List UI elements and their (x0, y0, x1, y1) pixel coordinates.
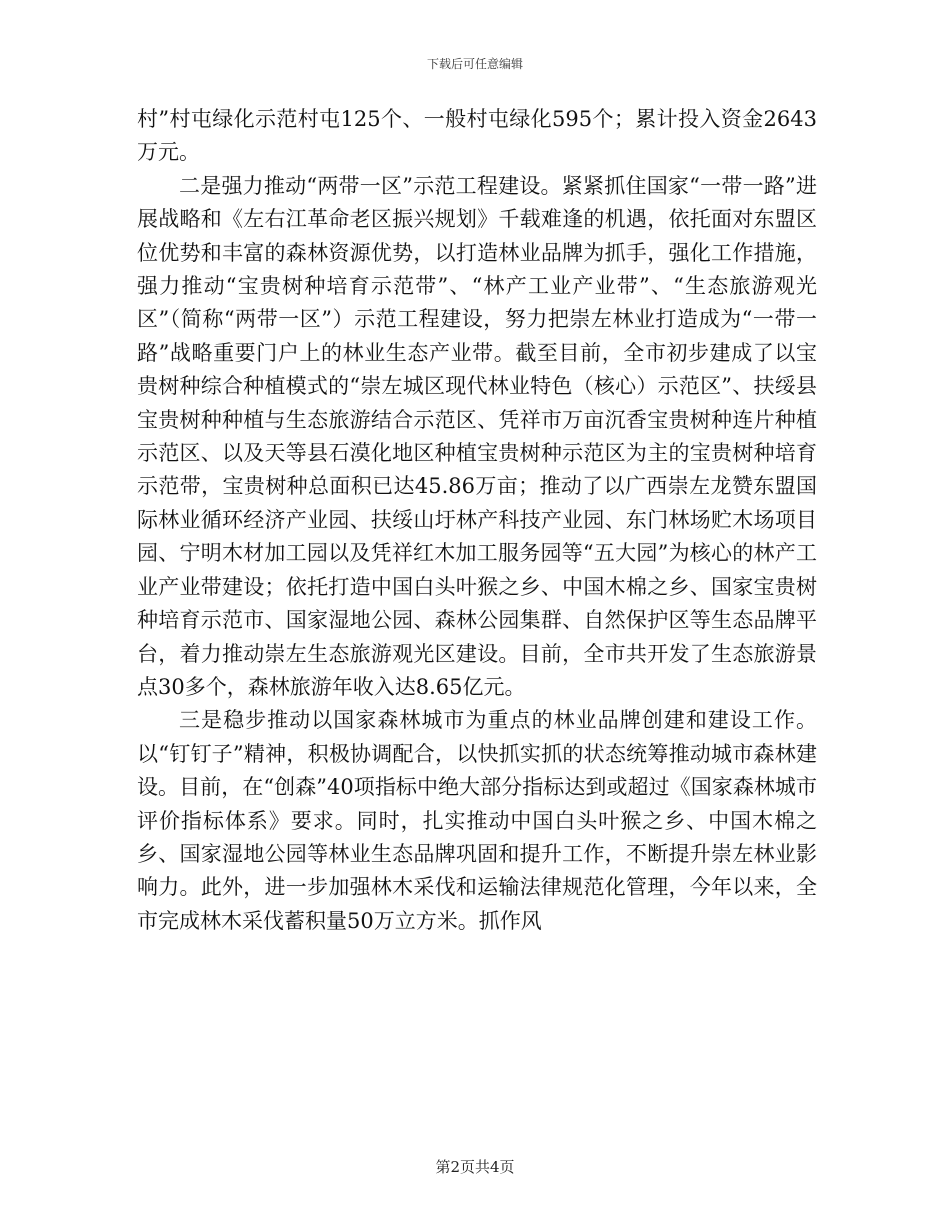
paragraph-forest-city: 三是稳步推动以国家森林城市为重点的林业品牌创建和建设工作。以“钉钉子”精神，积极协调配合，以快抓实抓的状态统筹推动城市森林建设。目前，在“创森”40项指标中绝大部分指标达到或超过《国家森林城市评价指标体系》要求。同时，扎实推动中国白头叶猴之乡、中国木棉之乡、国家湿地公园等林业生态品牌巩固和提升工作，不断提升崇左林业影响力。此外，进一步加强林木采伐和运输法律规范化管理，今年以来，全市完成林木采伐蓄积量50万立方米。抓作风 (137, 708, 817, 933)
paragraph-continued: 村”村屯绿化示范村屯125个、一般村屯绿化595个；累计投入资金2643万元。 (137, 107, 817, 165)
paragraph-two-belts-one-zone: 二是强力推动“两带一区”示范工程建设。紧紧抓住国家“一带一路”进展战略和《左右江革命老区振兴规划》千载难逢的机遇，依托面对东盟区位优势和丰富的森林资源优势，以打造林业品牌为抓手，强化工作措施，强力推动“宝贵树种培育示范带”、“林产工业产业带”、“生态旅游观光区”（简称“两带一区”）示范工程建设，努力把崇左林业打造成为“一带一路”战略重要门户上的林业生态产业带。截至目前，全市初步建成了以宝贵树种综合种植模式的“崇左城区现代林业特色（核心）示范区”、扶绥县宝贵树种种植与生态旅游结合示范区、凭祥市万亩沉香宝贵树种连片种植示范区、以及天等县石漠化地区种植宝贵树种示范区为主的宝贵树种培育示范带，宝贵树种总面积已达45.86万亩；推动了以广西崇左龙赞东盟国际林业循环经济产业园、扶绥山圩林产科技产业园、东门林场贮木场项目园、宁明木材加工园以及凭祥红木加工服务园等“五大园”为核心的林产工业产业带建设；依托打造中国白头叶猴之乡、中国木棉之乡、国家宝贵树种培育示范市、国家湿地公园、森林公园集群、自然保护区等生态品牌平台，着力推动崇左生态旅游观光区建设。目前，全市共开发了生态旅游景点30多个，森林旅游年收入达8.65亿元。 (137, 173, 817, 699)
page-number: 第2页共4页 (435, 1158, 515, 1176)
page-header: 下载后可任意编辑 (426, 57, 523, 71)
document-body (137, 103, 817, 938)
